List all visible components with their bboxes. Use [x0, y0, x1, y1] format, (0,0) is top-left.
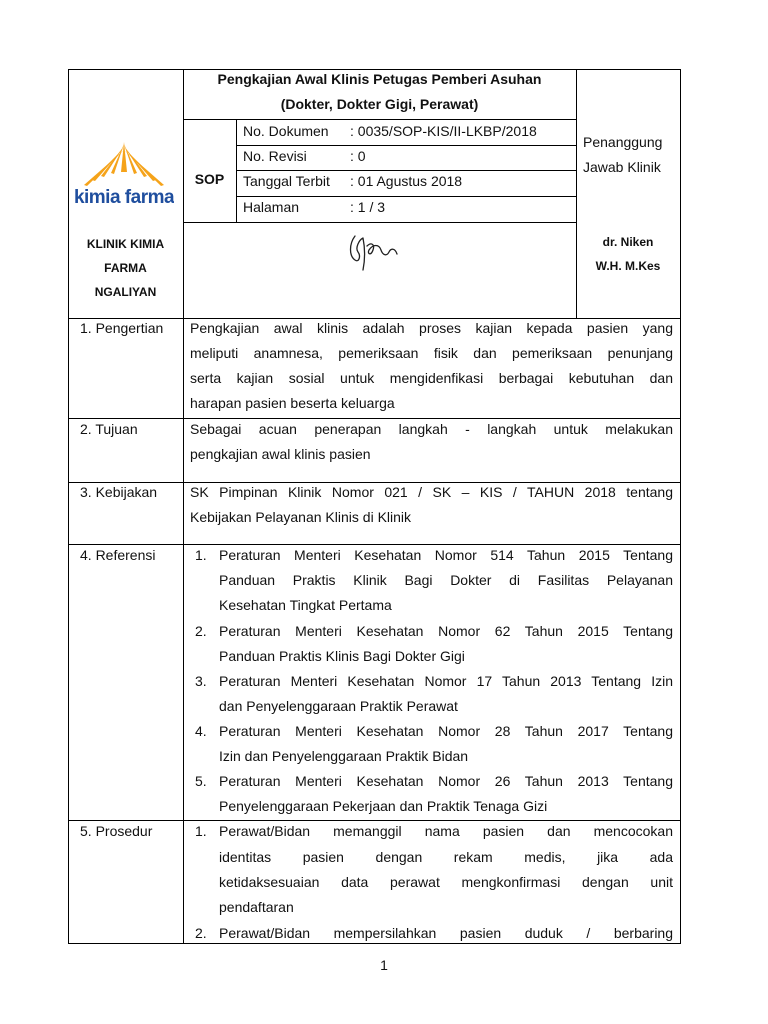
section-label-referensi: 4. Referensi [80, 547, 156, 563]
document-title-line-2: (Dokter, Dokter Gigi, Perawat) [280, 96, 479, 112]
meta-value-revision: : 0 [350, 148, 366, 164]
pengertian-line-2: meliputi anamnesa, pemeriksaan fisik dan pemeriksaan penunjang [190, 345, 673, 361]
kebijakan-line-2: Kebijakan Pelayanan Klinis di Klinik [190, 509, 412, 525]
referensi-item-1-line-1: Peraturan Menteri Kesehatan Nomor 514 Tahun 2015 Tentang [219, 547, 673, 563]
meta-label-doc-number: No. Dokumen [243, 123, 329, 139]
kimia-farma-logo [74, 136, 174, 210]
section-label-kebijakan: 3. Kebijakan [80, 484, 158, 500]
meta-label-page: Halaman [243, 199, 300, 215]
pengertian-line-3: serta kajian sosial untuk mengidenfikasi berbagai kebutuhan dan [190, 370, 673, 386]
referensi-item-3-line-2: dan Penyelenggaraan Praktik Perawat [219, 698, 458, 714]
section-label-prosedur: 5. Prosedur [80, 823, 153, 839]
pengertian-line-1: Pengkajian awal klinis adalah proses kajian kepada pasien yang [190, 320, 673, 336]
tujuan-line-1: Sebagai acuan penerapan langkah - langkah untuk melakukan [190, 421, 673, 437]
tujuan-line-2: pengkajian awal klinis pasien [190, 446, 371, 462]
referensi-item-4-line-1: Peraturan Menteri Kesehatan Nomor 28 Tahun 2017 Tentang [219, 723, 673, 739]
responsible-name-line-1: dr. Niken [602, 235, 654, 249]
pengertian-line-4: harapan pasien beserta keluarga [190, 395, 395, 411]
referensi-item-5-number: 5. [195, 773, 207, 789]
meta-label-revision: No. Revisi [243, 148, 307, 164]
referensi-item-3-number: 3. [195, 673, 207, 689]
logo-text: kimia farma [74, 187, 174, 208]
signature [343, 226, 403, 276]
referensi-item-2-number: 2. [195, 623, 207, 639]
prosedur-item-2-number: 2. [195, 925, 207, 941]
referensi-item-1-number: 1. [195, 547, 207, 563]
prosedur-item-1-number: 1. [195, 823, 207, 839]
referensi-item-4-line-2: Izin dan Penyelenggaraan Praktik Bidan [219, 748, 469, 764]
responsible-label-line-2: Jawab Klinik [583, 159, 661, 175]
referensi-item-2-line-1: Peraturan Menteri Kesehatan Nomor 62 Tahun 2015 Tentang [219, 623, 673, 639]
clinic-name-line-1: KLINIK KIMIA [86, 237, 165, 251]
section-label-pengertian: 1. Pengertian [80, 320, 164, 336]
responsible-name-line-2: W.H. M.Kes [595, 259, 661, 273]
section-label-tujuan: 2. Tujuan [80, 421, 138, 437]
document-title-line-1: Pengkajian Awal Klinis Petugas Pemberi Asuhan [217, 71, 542, 87]
prosedur-item-1-line-1: Perawat/Bidan memanggil nama pasien dan mencocokan [219, 823, 673, 839]
sop-label: SOP [194, 171, 225, 187]
prosedur-item-1-line-2: identitas pasien dengan rekam medis, jika ada [219, 849, 673, 865]
clinic-name-line-2: FARMA [104, 261, 147, 275]
prosedur-item-2-line-1: Perawat/Bidan mempersilahkan pasien duduk / berbaring [219, 925, 673, 941]
referensi-item-5-line-2: Penyelenggaraan Pekerjaan dan Praktik Tenaga Gizi [219, 798, 548, 814]
referensi-item-2-line-2: Panduan Praktis Klinis Bagi Dokter Gigi [219, 648, 465, 664]
meta-value-issue-date: : 01 Agustus 2018 [350, 173, 463, 189]
referensi-item-1-line-2: Panduan Praktis Klinik Bagi Dokter di Fasilitas Pelayanan [219, 572, 673, 588]
meta-value-page: : 1 / 3 [350, 199, 386, 215]
kebijakan-line-1: SK Pimpinan Klinik Nomor 021 / SK – KIS / TAHUN 2018 tentang [190, 484, 673, 500]
meta-value-doc-number: : 0035/SOP-KIS/II-LKBP/2018 [350, 123, 537, 139]
prosedur-item-1-line-3: ketidaksesuaian data perawat mengkonfirmasi dengan unit [219, 874, 673, 890]
prosedur-item-1-line-4: pendaftaran [219, 899, 294, 915]
meta-label-issue-date: Tanggal Terbit [243, 173, 330, 189]
page-number: 1 [380, 957, 388, 973]
referensi-item-5-line-1: Peraturan Menteri Kesehatan Nomor 26 Tahun 2013 Tentang [219, 773, 673, 789]
referensi-item-3-line-1: Peraturan Menteri Kesehatan Nomor 17 Tahun 2013 Tentang Izin [219, 673, 673, 689]
referensi-item-4-number: 4. [195, 723, 207, 739]
responsible-label-line-1: Penanggung [583, 134, 663, 150]
referensi-item-1-line-3: Kesehatan Tingkat Pertama [219, 597, 392, 613]
clinic-name-line-3: NGALIYAN [94, 285, 157, 299]
